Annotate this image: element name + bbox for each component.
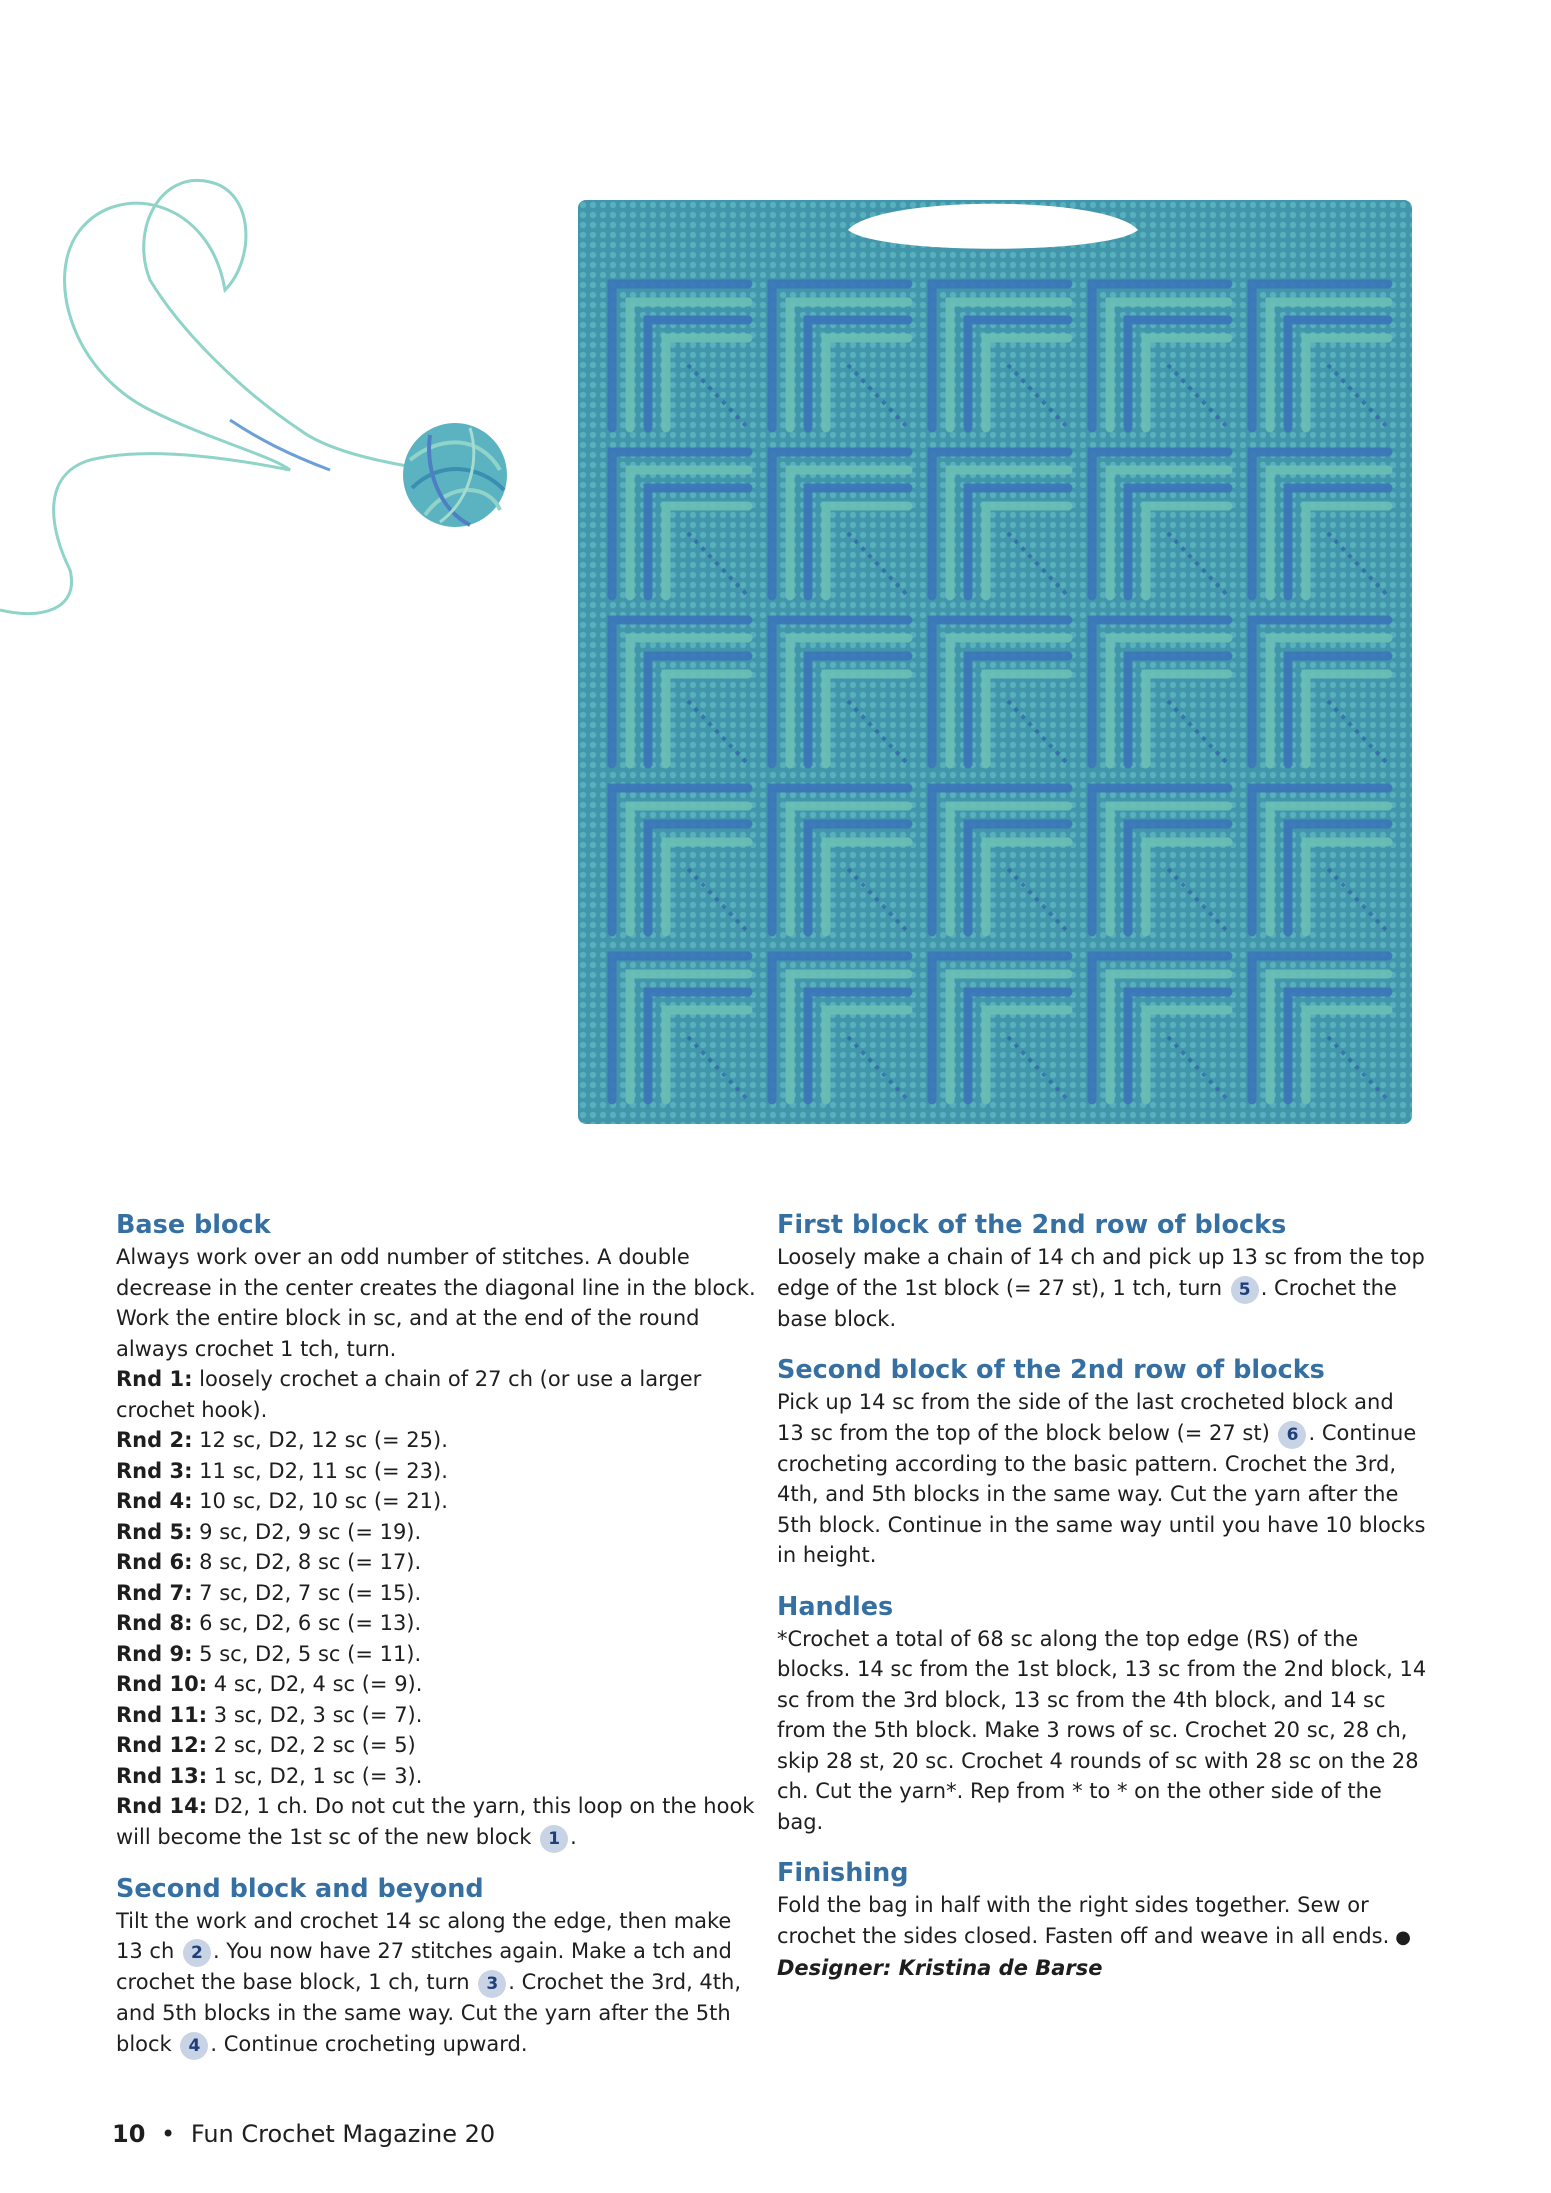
yarn-heart-illustration — [0, 170, 560, 650]
round-text: loosely crochet a chain of 27 ch (or use a larger crochet hook). — [116, 1367, 702, 1422]
round-14 — [116, 1791, 756, 1853]
step-number-badge: 1 — [540, 1825, 568, 1853]
round-7 — [116, 1578, 756, 1609]
second-block-2nd-row-text — [777, 1387, 1427, 1571]
text-span: Pick up 14 sc from the side of the last crocheted block and 13 sc from the top of the block below (= 27 st) — [777, 1390, 1394, 1445]
step-number-badge: 3 — [478, 1970, 506, 1998]
designer-credit: Designer: Kristina de Barse — [777, 1956, 1103, 1980]
text-span: . Continue crocheting according to the basic pattern. Crochet the 3rd, 4th, and 5th blocks in the same way. Cut the yarn after the 5th block. Continue in the same way until you have 10 blocks in height. — [777, 1420, 1426, 1567]
base-block-intro: Always work over an odd number of stitches. A double decrease in the center creates the diagonal line in the block. Work the entire block in sc, and at the end of the round always crochet 1 tch, turn. — [116, 1245, 756, 1361]
round-text: D2, 1 ch. Do not cut the yarn, this loop on the hook will become the 1st sc of the new block — [116, 1794, 755, 1849]
heading-second-block: Second block and beyond — [116, 1873, 484, 1904]
yarn-strand — [0, 180, 500, 613]
round-4 — [116, 1486, 756, 1517]
round-label: Rnd 14: — [116, 1794, 208, 1818]
round-label: Rnd 13: — [116, 1763, 208, 1788]
end-mark-icon: ● — [1395, 1926, 1411, 1948]
round-label: Rnd 1: — [116, 1367, 193, 1391]
page-number: 10 — [112, 2120, 146, 2148]
text-span: . Continue crocheting upward. — [210, 2031, 528, 2056]
round-text: 9 sc, D2, 9 sc (= 19). — [199, 1519, 422, 1544]
round-end: . — [570, 1824, 577, 1849]
text-span: . Crochet the 3rd, 4th, and 5th blocks in the same way. Cut the yarn after the 5th block — [116, 1970, 741, 2056]
round-text: 2 sc, D2, 2 sc (= 5) — [213, 1733, 416, 1757]
heading-handles: Handles — [777, 1591, 894, 1622]
round-2 — [116, 1425, 756, 1456]
footer-separator: • — [161, 2120, 176, 2148]
round-text: 1 sc, D2, 1 sc (= 3). — [213, 1763, 423, 1788]
text-span: . Crochet the base block. — [777, 1275, 1397, 1331]
heading-finishing: Finishing — [777, 1858, 909, 1888]
round-8 — [116, 1608, 756, 1639]
text-span: . You now have 27 stitches again. Make a tch and crochet the base block, 1 ch, turn — [116, 1939, 732, 1994]
heading-first-block-2nd-row: First block of the 2nd row of blocks — [777, 1210, 1287, 1240]
round-text: 12 sc, D2, 12 sc (= 25). — [199, 1428, 448, 1452]
round-10 — [116, 1669, 756, 1700]
round-3 — [116, 1456, 756, 1487]
round-label: Rnd 9: — [116, 1641, 193, 1666]
magazine-title: Fun Crochet Magazine 20 — [190, 2120, 496, 2148]
round-label: Rnd 11: — [116, 1702, 208, 1727]
round-text: 4 sc, D2, 4 sc (= 9). — [213, 1672, 423, 1696]
round-9 — [116, 1639, 756, 1670]
left-column — [116, 1208, 756, 2060]
round-label: Rnd 7: — [116, 1580, 193, 1605]
heading-base-block: Base block — [116, 1210, 271, 1240]
yarn-ball-icon — [403, 423, 507, 527]
text-span: Fold the bag in half with the right sides together. Sew or crochet the sides closed. Fasten off and weave in all ends. — [777, 1893, 1390, 1948]
round-12 — [116, 1730, 756, 1761]
round-label: Rnd 2: — [116, 1428, 193, 1452]
round-11 — [116, 1700, 756, 1731]
round-text: 5 sc, D2, 5 sc (= 11). — [199, 1641, 422, 1666]
finishing-text — [777, 1890, 1427, 1953]
round-13 — [116, 1761, 756, 1792]
round-label: Rnd 3: — [116, 1458, 193, 1483]
right-column — [777, 1208, 1427, 1984]
round-text: 11 sc, D2, 11 sc (= 23). — [199, 1458, 448, 1483]
round-5 — [116, 1517, 756, 1548]
heading-second-block-2nd-row: Second block of the 2nd row of blocks — [777, 1355, 1325, 1385]
round-label: Rnd 5: — [116, 1519, 193, 1544]
round-1 — [116, 1364, 756, 1425]
round-text: 7 sc, D2, 7 sc (= 15). — [199, 1580, 422, 1605]
round-label: Rnd 4: — [116, 1489, 193, 1513]
step-number-badge: 5 — [1231, 1276, 1259, 1304]
second-block-text — [116, 1906, 756, 2060]
round-6 — [116, 1547, 756, 1578]
round-text: 10 sc, D2, 10 sc (= 21). — [199, 1489, 448, 1513]
page-footer — [112, 2120, 495, 2148]
round-text: 3 sc, D2, 3 sc (= 7). — [213, 1702, 423, 1727]
round-text: 6 sc, D2, 6 sc (= 13). — [199, 1611, 422, 1635]
round-label: Rnd 8: — [116, 1611, 193, 1635]
step-number-badge: 4 — [180, 2032, 208, 2060]
round-list — [116, 1364, 756, 1791]
step-number-badge: 6 — [1278, 1421, 1306, 1449]
text-span: Loosely make a chain of 14 ch and pick up 13 sc from the top edge of the 1st block (= 27 st), 1 tch, turn — [777, 1245, 1425, 1300]
round-text: 8 sc, D2, 8 sc (= 17). — [199, 1550, 422, 1574]
handles-text: *Crochet a total of 68 sc along the top edge (RS) of the blocks. 14 sc from the 1st block, 13 sc from the 2nd block, 14 sc from the 3rd block, 13 sc from the 4th block, and 14 sc from the 5th block. Make 3 rows of sc. Crochet 20 sc, 28 ch, skip 28 st, 20 sc. Crochet 4 rounds of sc with 28 sc on the 28 ch. Cut the yarn*. Rep from * to * on the other side of the bag. — [777, 1626, 1427, 1834]
crochet-bag-photo — [578, 200, 1412, 1124]
round-label: Rnd 6: — [116, 1550, 193, 1574]
round-label: Rnd 12: — [116, 1733, 208, 1757]
round-label: Rnd 10: — [116, 1672, 208, 1696]
first-block-2nd-row-text — [777, 1242, 1427, 1334]
text-span: Tilt the work and crochet 14 sc along the edge, then make 13 ch — [116, 1908, 732, 1963]
step-number-badge: 2 — [183, 1939, 211, 1967]
